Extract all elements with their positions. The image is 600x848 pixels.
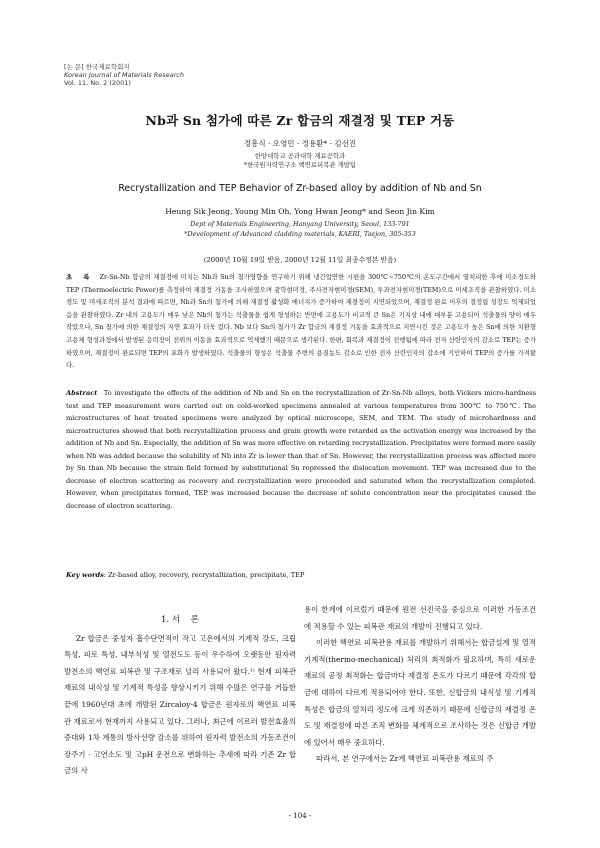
section-title-introduction: 1. 서 론: [160, 615, 200, 625]
body-left-column: [64, 602, 296, 780]
body-right-column: [304, 602, 536, 768]
title-korean: Nb과 Sn 첨가에 따른 Zr 합금의 재결정 및 TEP 거동: [145, 113, 455, 128]
affiliations-english: [0, 220, 600, 240]
title-english: Recrystallization and TEP Behavior of Zr-based alloy by addition of Nb and Sn: [118, 183, 482, 194]
paragraph: 이러한 핵연료 피복관용 재료를 개발하기 위해서는 합금설계 및 열적기계적(thermo-mechanical) 처리의 최적화가 필요하며, 특히 새로운 재료의 공정 최적화는 합금마다 재결정 온도가 다르기 때문에 각각의 합금에 대하여 다르게 적용되어야 한다. 또한, 신합금의 내식성 및 기계적 특성은 합금의 열처리 정도에 크게 의존하기 때문에 신합금의 재결정 온도 및 재결정에 따른 조직 변화를 체계적으로 조사하는 것은 신합금 개발에 있어서 매우 중요하다.: [304, 638, 536, 747]
affiliation-ko-2: *한국원자력연구소 핵연료피복관 개발팀: [243, 161, 357, 169]
paragraph: Zr 합금은 중성자 흡수단면적이 작고 고온에서의 기계적 강도, 크립 특성, 피로 특성, 내부식성 및 열전도도 등이 우수하여 오랫동안 원자력 발전소의 핵연료 피복관 및 구조재로 널리 사용되어 왔다.¹⁾ 현재 피복관 재료의 내식성 및 기계적 특성을 향상시키기 위해 수많은 연구를 거듭한 끝에 1960년대 초에 개발된 Zircaloy-4 합금은 원자로의 핵연료 피복관 재료로서 현재까지 사용되고 있다. 그러나, 최근에 이르러 발전효율의 증대와 1차 계통의 방사선량 감소를 위하여 원자력 발전소의 가동조건이 장주기 · 고연소도 및 고pH 운전으로 변화하는 추세에 따라 기존 Zr 합금의 사: [64, 633, 296, 776]
abstract-english-text: To investigate the effects of the addition of Nb and Sn on the recrystallization of Zr-Sn-Nb alloys, both Vickers micro-hardness test and TEP measurement were carried out on cold-worked specimens annealed at various temperatures from 300℃ to 750℃. The microstructures of heat treated specimens were analyzed by optical microscope, SEM, and TEM. The study of microhardness and microstructures showed that both recrystallization process and grain growth were retarded as the activation energy was increased by the addition of Nb and Sn. Especially, the addition of Sn was more effective on retarding recrystallization. Precipitates were formed more easily when Nb was added because the solubility of Nb into Zr is lower than that of Sn. However, the recrystallization process was affected more by Sn than Nb because the strain field formed by substitutional Sn repressed the dislocation movement. TEP was increased due to the decrease of electron scattering as recovery and recrystallization were proceeded and saturated when the recrystallization completed. However, when precipitates formed, TEP was increased because the decrease of solute concentration near the precipitates caused the decrease of electron scattering.: [66, 389, 536, 510]
affiliation-en-1: Dept of Materials Engineering, Hanyang University, Seoul, 133-791: [190, 220, 410, 228]
affiliations-korean: [0, 152, 600, 170]
affiliation-ko-1: 한양대학교 공과대학 재료공학과: [254, 152, 346, 160]
abstract-english: [66, 387, 536, 512]
received-dates: (2000년 10월 19일 받음, 2000년 12월 11일 최종수정본 받음): [203, 256, 397, 264]
abstract-english-label: Abstract: [66, 389, 98, 397]
authors-english: Heung Sik Jeong, Young Min Oh, Yong Hwan Jeong* and Seon Jin Kim: [165, 207, 435, 216]
abstract-korean-label: 초 록: [66, 273, 90, 281]
keywords: [66, 571, 536, 579]
authors-korean: 정흥식 · 오영민 · 정용환* · 김선진: [243, 139, 357, 148]
page-number: - 104 -: [288, 812, 312, 820]
journal-line-ko: [논 문] 한국재료학회지: [64, 63, 130, 71]
journal-volume: Vol. 11, No. 2 (2001): [64, 79, 131, 87]
abstract-korean: [66, 271, 536, 372]
affiliation-en-2: *Development of Advanced cladding materials, KAERI, Taejon, 305-353: [184, 229, 416, 238]
journal-header: [64, 63, 184, 87]
abstract-korean-text: Zr-Sn-Nb 합금의 재결정에 미치는 Nb과 Sn의 첨가영향을 연구하기 위해 냉간압연한 시편을 300℃~750℃의 온도구간에서 열처리한 후에 미소경도와 TEP (Thermoelectric Power)를 측정하여 재결정 거동을 조사하였으며 광학현미경, 주사전자현미경(SEM), 투과전자현미경(TEM)으로 미세조직을 관찰하였다. 미소경도 및 미세조직의 분석 결과에 따르면, Nb과 Sn의 첨가에 의해 재결정 활성화 에너지가 증가하여 재결정이 지연되었으며, 재결정 완료 이후의 결정립 성장도 억제되었음을 관찰하였다. Zr 내의 고용도가 매우 낮은 Nb의 첨가는 석출물을 쉽게 형성하는 반면에 고용도가 비교적 큰 Sn은 기지상 내에 대부분 고용되어 석출물의 양이 매우 작았으나, Sn 첨가에 의한 재결정의 지연 효과가 더욱 컸다. Nb 보다 Sn의 첨가가 Zr 합금의 재결정 거동을 효과적으로 지연시킨 것은 고용도가 높은 Sn에 의한 치환형 고용체 형성과정에서 발생된 응력장이 전위의 이동을 효과적으로 억제했기 때문으로 생각된다. 한편, 회복과 재결정이 진행됨에 따라 전자 산란인자의 감소로 TEP는 증가하였으며, 재결정이 완료되면 TEP의 포화가 발생하였다. 석출물의 형성은 석출물 주변의 용질농도 감소로 인한 전자 산란인자의 감소에 기인하여 TEP의 증가를 가져왔다.: [66, 273, 536, 370]
keywords-label: Key words: [66, 571, 104, 579]
keywords-text: : Zr-based alloy, recovery, recrystallization, precipitate, TEP: [103, 571, 305, 579]
paragraph: 용이 한계에 이르렀기 때문에 원전 선진국을 중심으로 이러한 가동조건에 적용할 수 있는 피복관 재료의 개발이 진행되고 있다.: [304, 605, 536, 631]
paragraph: 따라서, 본 연구에서는 Zr계 핵연료 피복관용 재료의 주: [316, 754, 494, 764]
journal-line-en: Korean Journal of Materials Research: [64, 71, 184, 79]
